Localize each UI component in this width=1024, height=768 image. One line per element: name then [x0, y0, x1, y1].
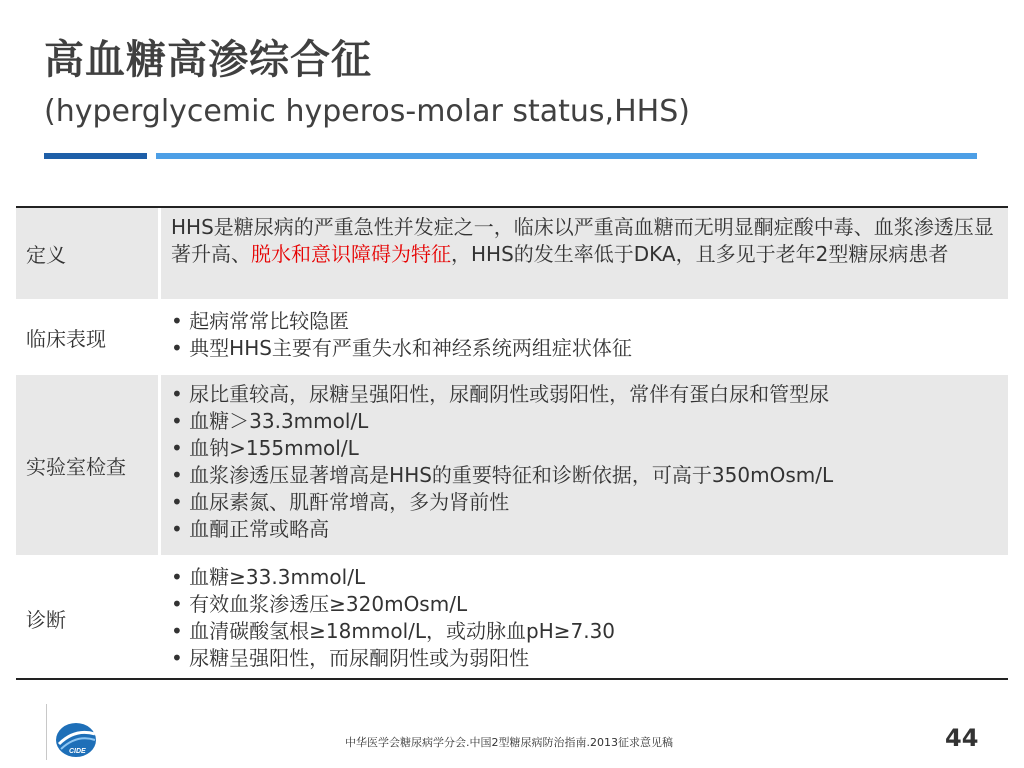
row-label: 定义	[16, 208, 161, 299]
list-item: • 血酮正常或略高	[171, 516, 998, 543]
logo-text: CIDE	[69, 748, 86, 755]
list-item: • 典型HHS主要有严重失水和神经系统两组症状体征	[171, 335, 998, 362]
table-row-diagnosis	[16, 558, 1008, 678]
list-item: • 尿比重较高，尿糖呈强阳性，尿酮阴性或弱阳性，常伴有蛋白尿和管型尿	[171, 381, 998, 408]
list-item: • 血糖≥33.3mmol/L	[171, 564, 998, 591]
definition-text-end: ，HHS的发生率低于DKA，且多见于老年2型糖尿病患者	[451, 242, 949, 266]
table-row-clinical	[16, 302, 1008, 375]
accent-bar-light	[156, 153, 977, 159]
definition-text: HHS是糖尿病的严重急性并发症之一，临床以严重高血糖而无明显酮症酸中毒、血浆渗透压显著升高、	[171, 215, 994, 266]
row-content	[161, 558, 1008, 678]
table-row-definition	[16, 208, 1008, 302]
cide-logo	[55, 722, 97, 758]
row-label: 临床表现	[16, 302, 161, 372]
row-content	[161, 208, 1008, 299]
page-number: 44	[945, 724, 979, 752]
table-row-lab	[16, 375, 1008, 558]
list-item: • 血清碳酸氢根≥18mmol/L，或动脉血pH≥7.30	[171, 618, 998, 645]
citation-text: 中华医学会糖尿病学分会.中国2型糖尿病防治指南.2013征求意见稿	[345, 736, 673, 749]
row-content	[161, 375, 1008, 555]
info-table	[16, 206, 1008, 680]
list-item: • 血浆渗透压显著增高是HHS的重要特征和诊断依据，可高于350mOsm/L	[171, 462, 998, 489]
row-label: 诊断	[16, 558, 161, 678]
list-item: • 血糖＞33.3mmol/L	[171, 408, 998, 435]
list-item: • 血尿素氮、肌酐常增高，多为肾前性	[171, 489, 998, 516]
list-item: • 有效血浆渗透压≥320mOsm/L	[171, 591, 998, 618]
definition-highlight: 脱水和意识障碍为特征	[251, 242, 451, 266]
row-content	[161, 302, 1008, 372]
accent-bar-dark	[44, 153, 147, 159]
footer-divider	[46, 704, 47, 760]
list-item: • 尿糖呈强阳性，而尿酮阴性或为弱阳性	[171, 645, 998, 672]
slide-subtitle: (hyperglycemic hyperos-molar status,HHS)	[44, 94, 690, 129]
slide-title: 高血糖高渗综合征	[44, 37, 372, 83]
list-item: • 起病常常比较隐匿	[171, 308, 998, 335]
row-label: 实验室检查	[16, 375, 161, 555]
list-item: • 血钠>155mmol/L	[171, 435, 998, 462]
